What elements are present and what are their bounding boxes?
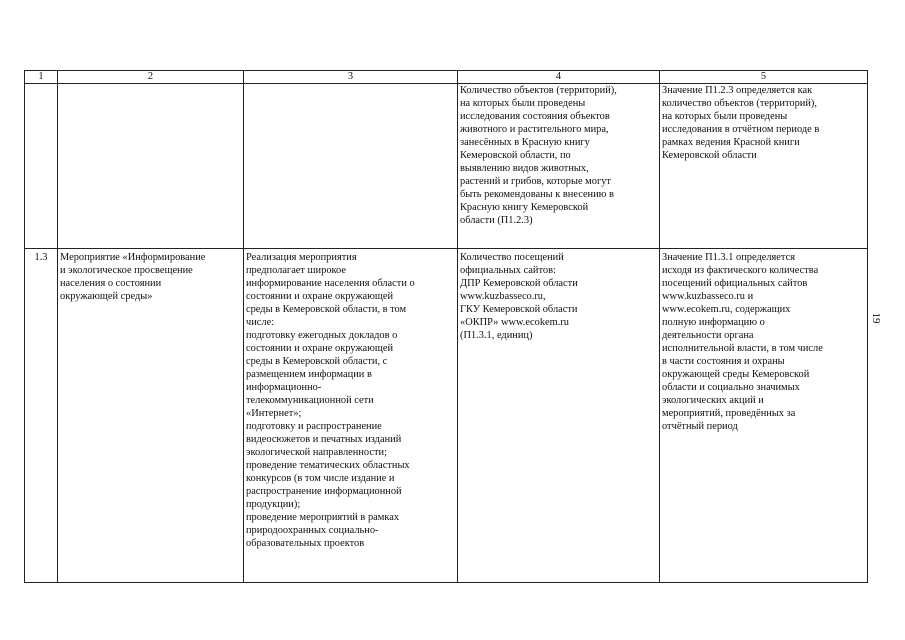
- indicator-method-cell: Значение П1.3.1 определяется исходя из фактического количества посещений официальных сайтов www.kuzbasseco.ru и www.ecokem.ru, содержащих полную информацию о деятельности органа исполнительной власти, в том числе в части состояния и охраны окружающей среды Кемеровской области и социально значимых экологических акций и мероприятий, проведённых за отчётный период: [660, 249, 868, 583]
- measure-name-cell: [58, 84, 244, 249]
- column-header-3: 3: [244, 71, 458, 84]
- column-header-4: 4: [458, 71, 660, 84]
- indicator-method-cell: Значение П1.2.3 определяется как количество объектов (территорий), на которых были проведены исследования в отчётном периоде в рамках ведения Красной книги Кемеровской области: [660, 84, 868, 249]
- measure-name-cell: Мероприятие «Информирование и экологическое просвещение населения о состоянии окружающей среды»: [58, 249, 244, 583]
- column-header-5: 5: [660, 71, 868, 84]
- indicator-name-cell: Количество объектов (территорий), на которых были проведены исследования состояния объектов животного и растительного мира, занесённых в Красную книгу Кемеровской области, по выявлению видов животных, растений и грибов, которые могут быть рекомендованы к внесению в Красную книгу Кемеровской области (П1.2.3): [458, 84, 660, 249]
- measure-description-cell: [244, 84, 458, 249]
- table-header-row: [25, 71, 868, 84]
- indicator-name-cell: Количество посещений официальных сайтов: ДПР Кемеровской области www.kuzbasseco.ru, ГКУ Кемеровской области «ОКПР» www.ecokem.ru (П1.3.1, единиц): [458, 249, 660, 583]
- column-header-1: 1: [25, 71, 58, 84]
- measures-table: [24, 70, 868, 583]
- page-number: 19: [870, 312, 882, 324]
- row-number-cell: 1.3: [25, 249, 58, 583]
- table-row: [25, 249, 868, 583]
- column-header-2: 2: [58, 71, 244, 84]
- table-row: [25, 84, 868, 249]
- measure-description-cell: Реализация мероприятия предполагает широкое информирование населения области о состоянии и охране окружающей среды в Кемеровской области, в том числе: подготовку ежегодных докладов о состоянии и охране окружающей среды в Кемеровской области, с размещением информации в информационно- телекоммуникационной сети «Интернет»; подготовку и распространение видеосюжетов и печатных изданий экологической направленности; проведение тематических областных конкурсов (в том числе издание и распространение информационной продукции); проведение мероприятий в рамках природоохранных социально- образовательных проектов: [244, 249, 458, 583]
- row-number-cell: [25, 84, 58, 249]
